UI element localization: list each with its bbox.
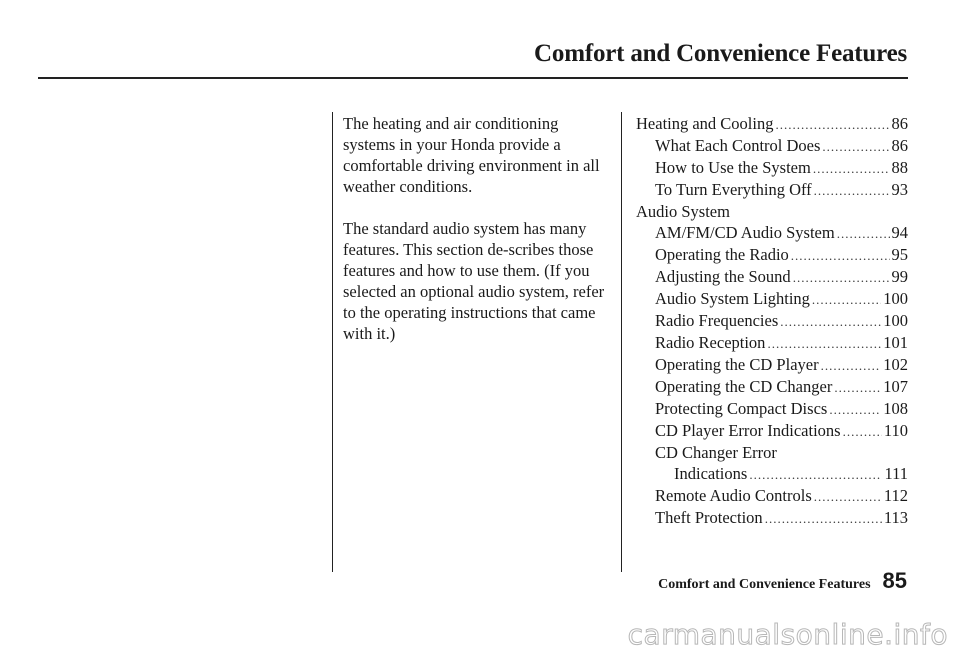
toc-entry[interactable] xyxy=(636,310,908,332)
toc-entry-page: 94 xyxy=(891,223,908,242)
toc-entry[interactable] xyxy=(636,288,908,310)
toc-entry-page: 100 xyxy=(883,311,908,330)
toc-entry-page: 86 xyxy=(891,136,908,155)
toc-entry-label: How to Use the System xyxy=(655,158,811,177)
intro-text xyxy=(343,113,608,365)
toc-leader-dots xyxy=(829,399,881,420)
toc-entry[interactable] xyxy=(636,463,908,485)
toc-entry-label: Audio System xyxy=(636,202,730,221)
toc-entry-page: 107 xyxy=(883,377,908,396)
toc-leader-dots xyxy=(821,355,882,376)
toc-entry-label: Operating the CD Changer xyxy=(655,377,833,396)
toc-leader-dots xyxy=(749,464,882,485)
toc-entry-label: To Turn Everything Off xyxy=(655,180,812,199)
toc-entry-page: 88 xyxy=(891,158,908,177)
toc-entry[interactable] xyxy=(636,354,908,376)
toc-entry[interactable] xyxy=(636,179,908,201)
toc-entry-label: Indications xyxy=(674,464,748,483)
toc-entry[interactable] xyxy=(636,157,908,179)
toc-entry-label: Radio Frequencies xyxy=(655,311,779,330)
toc-leader-dots xyxy=(767,333,881,354)
toc-entry-page: 102 xyxy=(883,355,908,374)
toc-entry[interactable] xyxy=(636,266,908,288)
toc-entry-label: Radio Reception xyxy=(655,333,766,352)
toc-entry-page: 112 xyxy=(883,486,908,505)
toc-entry[interactable] xyxy=(636,398,908,420)
page-number: 85 xyxy=(882,568,907,593)
toc-entry-label: CD Player Error Indications xyxy=(655,421,841,440)
toc-entry-page: 93 xyxy=(891,180,908,199)
toc-entry-page: 101 xyxy=(883,333,908,352)
toc-entry-page: 95 xyxy=(891,245,908,264)
toc-entry-page: 108 xyxy=(883,399,908,418)
toc-entry-label: What Each Control Does xyxy=(655,136,821,155)
toc-entry[interactable] xyxy=(636,376,908,398)
toc-entry[interactable] xyxy=(636,135,908,157)
toc-entry-label: AM/FM/CD Audio System xyxy=(655,223,835,242)
toc-entry[interactable] xyxy=(636,507,908,529)
toc-entry[interactable] xyxy=(636,201,908,222)
toc-leader-dots xyxy=(843,421,882,442)
toc-entry-label: Heating and Cooling xyxy=(636,114,774,133)
intro-paragraph: The standard audio system has many features. This section de-scribes those features and how to use them. (If you selected an optional audio system, refer to the operating instructions that came with it.) xyxy=(343,219,605,343)
toc-leader-dots xyxy=(814,486,882,507)
footer-section-title: Comfort and Convenience Features xyxy=(658,577,871,592)
toc-leader-dots xyxy=(837,223,890,244)
toc-entry-label: Theft Protection xyxy=(655,508,763,527)
toc-leader-dots xyxy=(765,508,882,529)
page-footer xyxy=(658,568,907,594)
toc-entry[interactable] xyxy=(636,485,908,507)
toc-entry-label: Adjusting the Sound xyxy=(655,267,791,286)
toc-entry[interactable] xyxy=(636,113,908,135)
table-of-contents xyxy=(636,113,908,529)
toc-entry-page: 113 xyxy=(883,508,908,527)
toc-entry[interactable] xyxy=(636,222,908,244)
toc-leader-dots xyxy=(793,267,890,288)
watermark: carmanualsonline.info xyxy=(627,618,948,651)
toc-leader-dots xyxy=(813,158,890,179)
toc-entry-page: 100 xyxy=(883,289,908,308)
toc-entry-label: CD Changer Error xyxy=(655,443,777,462)
toc-leader-dots xyxy=(780,311,881,332)
toc-entry-label: Audio System Lighting xyxy=(655,289,810,308)
toc-entry-page: 99 xyxy=(891,267,908,286)
toc-entry[interactable] xyxy=(636,244,908,266)
toc-entry-label: Operating the CD Player xyxy=(655,355,819,374)
toc-entry-label: Protecting Compact Discs xyxy=(655,399,828,418)
column-divider-left xyxy=(332,112,333,572)
toc-leader-dots xyxy=(775,114,889,135)
toc-leader-dots xyxy=(834,377,881,398)
header-divider xyxy=(38,77,908,79)
toc-entry-label: Remote Audio Controls xyxy=(655,486,812,505)
column-divider-right xyxy=(621,112,622,572)
toc-entry-page: 86 xyxy=(891,114,908,133)
intro-paragraph: The heating and air conditioning systems in your Honda provide a comfortable driving environment in all weather conditions. xyxy=(343,114,600,196)
toc-leader-dots xyxy=(791,245,890,266)
toc-leader-dots xyxy=(814,180,890,201)
toc-entry-page: 111 xyxy=(884,464,908,483)
toc-entry-label: Operating the Radio xyxy=(655,245,789,264)
toc-leader-dots xyxy=(812,289,881,310)
page-title: Comfort and Convenience Features xyxy=(534,40,907,67)
toc-leader-dots xyxy=(822,136,889,157)
toc-entry-page: 110 xyxy=(883,421,908,440)
toc-entry[interactable] xyxy=(636,332,908,354)
toc-entry[interactable] xyxy=(636,442,908,463)
toc-entry[interactable] xyxy=(636,420,908,442)
